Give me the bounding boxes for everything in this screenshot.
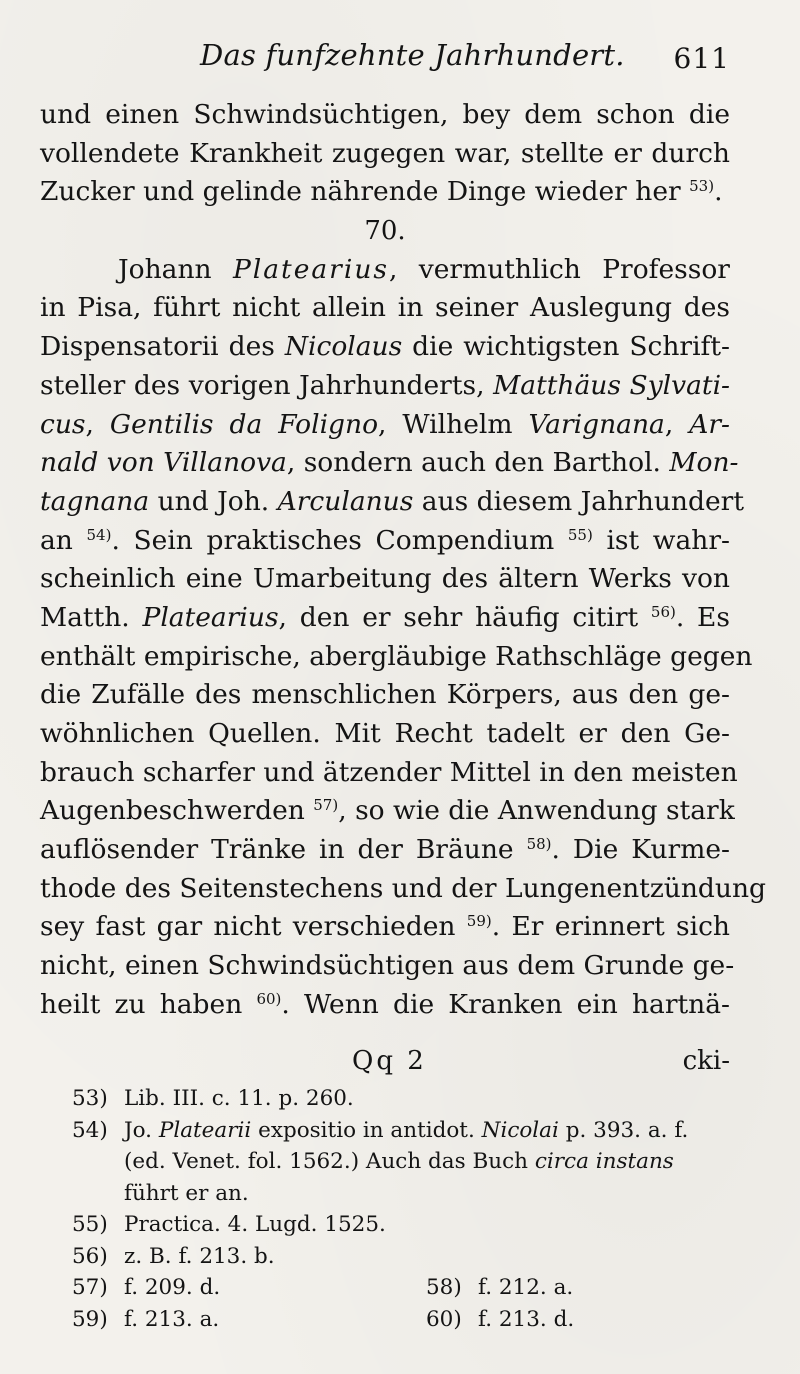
text-line: Johann Platearius, vermuthlich Professor — [118, 253, 730, 285]
main-text — [40, 96, 766, 1025]
text-line: Augenbeschwerden $^{57)}$, so wie die Anwendung stark — [40, 795, 735, 827]
person-name: Matthäus Sylvati- — [493, 369, 731, 401]
section-number: 70. — [364, 216, 406, 247]
footnote: 57) f. 209. d. — [72, 1275, 221, 1300]
person-name: Gentilis da Foligno — [109, 408, 379, 440]
text-line: Matth. Platearius, den er sehr häufig citirt $^{56)}$. Es — [40, 601, 730, 633]
footnote-ref: 53) — [689, 177, 715, 196]
footnote: 53) Lib. III. c. 11. p. 260. — [72, 1086, 354, 1111]
text-line: vollendete Krankheit zugegen war, stellte er durch — [40, 137, 730, 169]
running-head-title: Das funfzehnte Jahrhundert. — [200, 38, 625, 72]
text-line: tagnana und Joh. Arculanus aus diesem Jahrhundert — [40, 485, 744, 517]
footnote: 59) f. 213. a. — [72, 1306, 220, 1332]
footnote-pair — [72, 1272, 732, 1304]
text-line: an $^{54)}$. Sein praktisches Compendium $^{55)}$ ist wahr- — [40, 524, 730, 556]
text-line: Zucker und gelinde nährende Dinge wieder her $^{53)}$. — [40, 176, 723, 208]
person-name: Nicolaus — [284, 331, 403, 363]
person-name: Varignana — [528, 408, 665, 440]
text-line: und einen Schwindsüchtigen, bey dem schon die — [40, 99, 730, 130]
running-head — [40, 38, 730, 78]
footnote: 58) f. 212. a. — [426, 1275, 574, 1300]
person-name: Platearius — [232, 253, 389, 285]
footnote-ref: 57) — [313, 796, 339, 815]
footnote: 56) z. B. f. 213. b. — [72, 1243, 275, 1269]
text-line: wöhnlichen Quellen. Mit Recht tadelt er den Ge- — [40, 718, 730, 749]
text-line: nicht, einen Schwindsüchtigen aus dem Grunde ge- — [40, 950, 735, 982]
signature-row — [40, 1046, 730, 1082]
footnote-continuation: führt er an. — [124, 1180, 249, 1206]
person-name: nald von Villanova — [40, 447, 287, 479]
signature-mark: Qq 2 — [352, 1046, 427, 1076]
person-name: Arculanus — [277, 485, 414, 517]
footnote-ref: 58) — [526, 835, 552, 854]
footnotes — [72, 1083, 732, 1335]
text-line: enthält empirische, abergläubige Rathschläge gegen — [40, 640, 753, 672]
text-line: steller des vorigen Jahrhunderts, Matthäus Sylvati- — [40, 369, 731, 401]
text-line: die Zufälle des menschlichen Körpers, aus den ge- — [40, 679, 730, 711]
text-line: in Pisa, führt nicht allein in seiner Auslegung des — [40, 292, 730, 324]
text-line: Dispensatorii des Nicolaus die wichtigsten Schrift- — [40, 331, 730, 363]
person-name: Platearius — [142, 601, 279, 633]
footnote-ref: 54) — [86, 525, 112, 544]
text-line: thode des Seitenstechens und der Lungenentzündung — [40, 872, 766, 904]
text-line: cus, Gentilis da Foligno, Wilhelm Varignana, Ar- — [40, 408, 730, 440]
text-line: brauch scharfer und ätzender Mittel in den meisten — [40, 756, 738, 788]
text-line: auflösender Tränke in der Bräune $^{58)}$. Die Kurme- — [40, 834, 730, 866]
text-line: heilt zu haben $^{60)}$. Wenn die Kranken ein hartnä- — [40, 988, 730, 1020]
footnote: 55) Practica. 4. Lugd. 1525. — [72, 1212, 386, 1237]
footnote: 54) Jo. Platearii expositio in antidot. Nicolai p. 393. a. f. — [72, 1117, 689, 1143]
footnote-pair — [72, 1304, 732, 1336]
footnote-ref: 55) — [567, 525, 593, 544]
text-line: scheinlich eine Umarbeitung des ältern Werks von — [40, 563, 730, 595]
footnote: 60) f. 213. d. — [426, 1306, 575, 1332]
catchword: cki- — [682, 1046, 730, 1076]
footnote-continuation: (ed. Venet. fol. 1562.) Auch das Buch circa instans — [124, 1149, 674, 1174]
text-line: nald von Villanova, sondern auch den Barthol. Mon- — [40, 447, 739, 479]
footnote-ref: 60) — [256, 989, 282, 1008]
footnote-ref: 56) — [650, 602, 676, 621]
text-line: sey fast gar nicht verschieden $^{59)}$. Er erinnert sich — [40, 911, 730, 943]
page-number: 611 — [673, 42, 730, 75]
footnote-ref: 59) — [466, 912, 492, 931]
